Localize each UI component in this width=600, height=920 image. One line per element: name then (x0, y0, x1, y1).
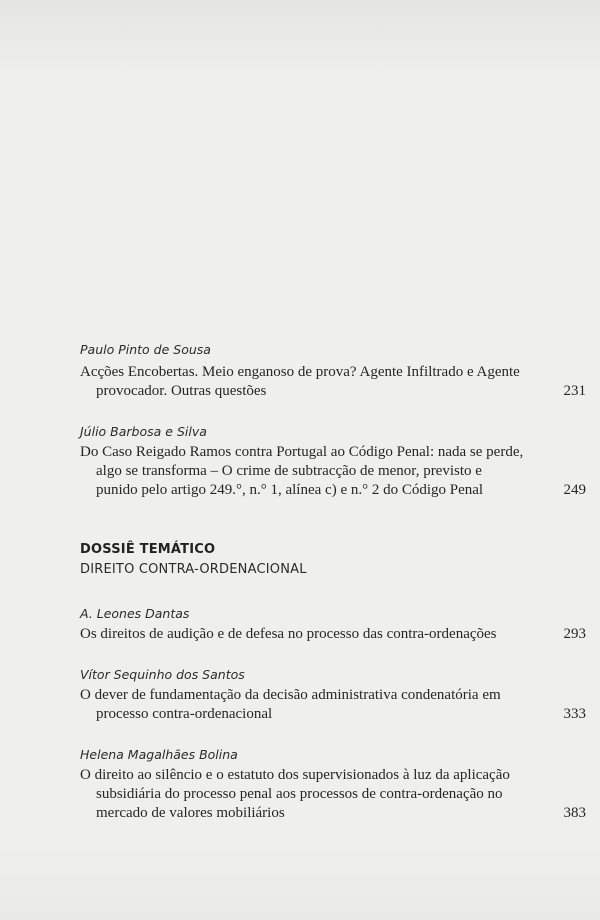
entry-author: Helena Magalhães Bolina (80, 747, 238, 762)
section-heading: DOSSIÊ TEMÁTICO (80, 542, 216, 557)
entry-author: Paulo Pinto de Sousa (80, 342, 211, 357)
entry-title: O dever de fundamentação da decisão administrativa condenatória em processo contra-ordenacional (80, 687, 501, 722)
toc-entry (80, 341, 586, 401)
entry-page-number: 333 (563, 706, 586, 722)
entry-author: Vítor Sequinho dos Santos (80, 667, 245, 682)
entry-page-number: 383 (563, 805, 586, 821)
entry-title: Os direitos de audição e de defesa no processo das contra-ordenações (80, 626, 497, 642)
toc-entry (80, 666, 586, 724)
section-header (80, 541, 580, 579)
entry-page-number: 231 (563, 383, 586, 399)
entry-author: Júlio Barbosa e Silva (80, 424, 207, 439)
entry-title: O direito ao silêncio e o estatuto dos supervisionados à luz da aplicação subsidiária do processo penal aos processos de contra-ordenação no mercado de valores mobiliários (80, 767, 510, 821)
entry-author: A. Leones Dantas (80, 606, 190, 621)
entry-title: Do Caso Reigado Ramos contra Portugal ao Código Penal: nada se perde, algo se transforma – O crime de subtracção de menor, previsto e punido pelo artigo 249.°, n.° 1, alínea c) e n.° 2 do Código Penal (80, 444, 524, 498)
entry-page-number: 293 (563, 626, 586, 642)
section-subheading: DIREITO CONTRA-ORDENACIONAL (80, 562, 307, 577)
toc-entry (80, 746, 586, 823)
entry-page-number: 249 (563, 482, 586, 498)
toc-entry (80, 605, 586, 644)
entry-title: Acções Encobertas. Meio enganoso de prova? Agente Infiltrado e Agente provocador. Outras questões (80, 364, 520, 399)
toc-entry (80, 423, 586, 500)
